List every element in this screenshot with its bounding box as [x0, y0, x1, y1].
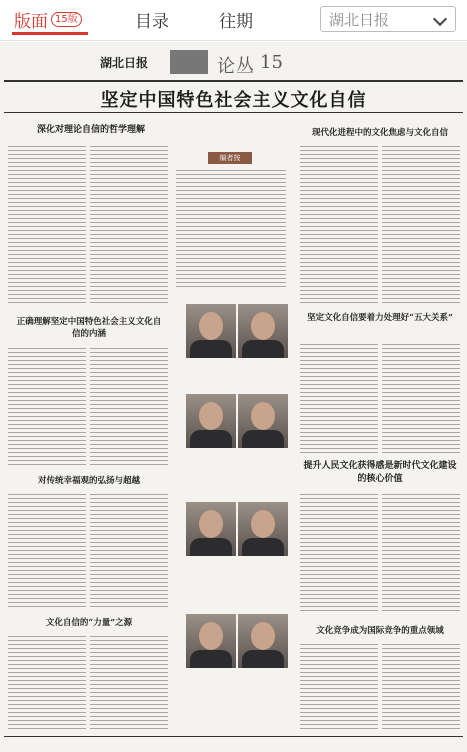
masthead [100, 50, 370, 78]
article-text [382, 344, 460, 454]
article-title[interactable]: 文化自信的“力量”之源 [45, 618, 133, 628]
main-headline[interactable]: 坚定中国特色社会主义文化自信 [100, 90, 367, 111]
editor-note-tag: 编者按 [208, 152, 252, 164]
author-photo [238, 502, 288, 556]
author-photo [186, 502, 236, 556]
article-title[interactable]: 文化竞争成为国际竞争的重点领域 [316, 626, 444, 636]
article-title[interactable]: 深化对理论自信的哲学理解 [36, 125, 145, 135]
nav-divider [0, 40, 467, 41]
article-text [90, 348, 168, 468]
article-text [90, 636, 168, 731]
newspaper-page[interactable] [0, 42, 467, 752]
paper-select[interactable] [320, 6, 456, 32]
tab-edition-label: 版面 [14, 11, 48, 32]
bottom-rule [4, 736, 463, 737]
article-text [300, 494, 378, 614]
author-photo [238, 394, 288, 448]
article-text [300, 344, 378, 454]
masthead-logo: 湖北日报 [100, 56, 149, 70]
article-text [90, 146, 168, 306]
active-tab-indicator [12, 32, 88, 35]
article-text [300, 146, 378, 306]
article-text [90, 494, 168, 609]
article-text [8, 636, 86, 731]
edition-badge: 15版 [51, 12, 82, 27]
editor-note [172, 152, 290, 297]
article-title[interactable]: 现代化进程中的文化焦虑与文化自信 [311, 128, 448, 138]
article-text [300, 644, 378, 732]
tab-past-issues[interactable]: 往期 [219, 11, 253, 32]
top-nav [0, 0, 467, 40]
tab-edition[interactable] [14, 6, 82, 32]
article-text [8, 348, 86, 468]
article-text [382, 146, 460, 306]
article-title[interactable]: 坚定文化自信要着力处理好“五大关系” [307, 313, 453, 323]
author-photo [238, 304, 288, 358]
headline-rule [4, 112, 463, 113]
article-text [8, 146, 86, 306]
article-text [8, 494, 86, 609]
paper-select-value: 湖北日报 [329, 10, 390, 29]
section-title: 论丛 [217, 56, 255, 77]
article-text [382, 494, 460, 614]
author-photo [186, 614, 236, 668]
author-photo [238, 614, 288, 668]
chevron-down-icon [433, 12, 447, 26]
editor-note-text [176, 170, 286, 290]
top-rule [4, 80, 463, 82]
tab-toc[interactable]: 目录 [135, 11, 169, 32]
article-text [382, 644, 460, 732]
masthead-image [170, 50, 208, 74]
author-photo [186, 394, 236, 448]
article-title[interactable]: 对传统幸福观的弘扬与超越 [37, 476, 140, 486]
page-number: 15 [260, 52, 283, 73]
article-title[interactable]: 正确理解坚定中国特色社会主义文化自信的内涵 [16, 317, 162, 339]
author-photo [186, 304, 236, 358]
article-title[interactable]: 提升人民文化获得感是新时代文化建设的核心价值 [303, 461, 457, 484]
